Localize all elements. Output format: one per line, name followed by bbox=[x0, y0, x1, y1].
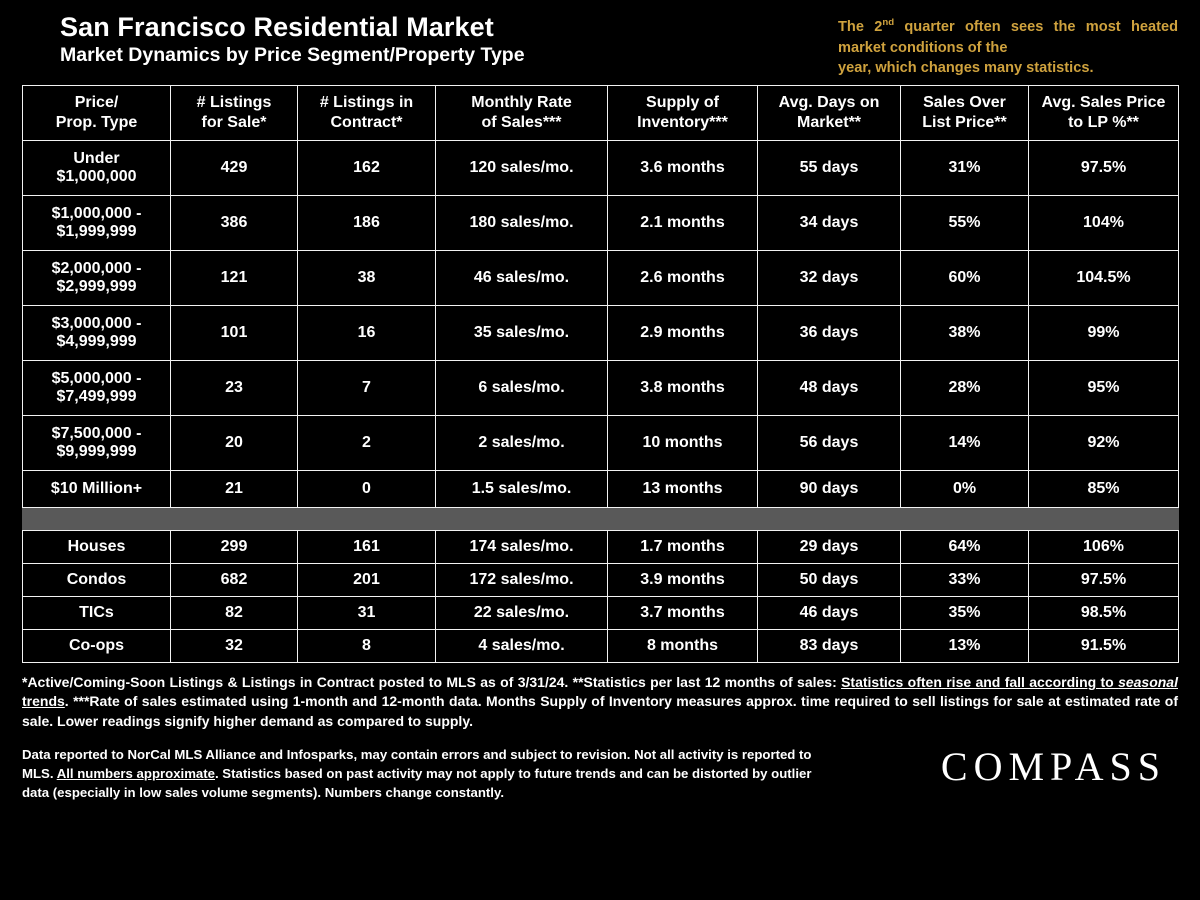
row-label bbox=[23, 471, 171, 508]
footnote-primary-b: . ***Rate of sales estimated using 1-month and 12-month data. Months Supply of Inventory measures approx. time required to sell listings for sale at estimated rate of sale. Lower readings signify higher demand as compared to supply. bbox=[22, 693, 1178, 729]
row-label-line-1: $1,000,000 - bbox=[51, 205, 142, 223]
footnote-primary-underline-italic: seasonal bbox=[1118, 674, 1178, 691]
table-row bbox=[23, 630, 1179, 663]
cell-sales-over-list-price: 55% bbox=[901, 196, 1029, 251]
cell-sales-over-list-price: 60% bbox=[901, 251, 1029, 306]
cell-supply-of-inventory: 1.7 months bbox=[608, 531, 758, 564]
cell-listings-for-sale: 682 bbox=[171, 564, 298, 597]
cell-listings-for-sale: 20 bbox=[171, 416, 298, 471]
header-line-1: # Listings in bbox=[319, 94, 414, 112]
cell-listings-for-sale: 386 bbox=[171, 196, 298, 251]
footnote-primary-underline-1: Statistics often rise and fall according to bbox=[841, 674, 1119, 691]
cell-listings-for-sale: 101 bbox=[171, 306, 298, 361]
header-line-2: Prop. Type bbox=[55, 114, 138, 132]
cell-avg-sales-price-to-lp: 97.5% bbox=[1029, 141, 1179, 196]
column-header-avg-sales-price-to-lp bbox=[1029, 86, 1179, 141]
page-title: San Francisco Residential Market bbox=[60, 12, 494, 42]
row-label-line-1: Condos bbox=[66, 571, 127, 589]
column-header-sales-over-list-price bbox=[901, 86, 1029, 141]
footnote-primary-underline-2: trends bbox=[22, 693, 65, 710]
column-header-listings-for-sale bbox=[171, 86, 298, 141]
cell-listings-in-contract: 8 bbox=[298, 630, 436, 663]
header-line-1: # Listings bbox=[196, 94, 272, 112]
cell-monthly-rate-of-sales: 120 sales/mo. bbox=[436, 141, 608, 196]
cell-listings-for-sale: 299 bbox=[171, 531, 298, 564]
column-header-listings-in-contract bbox=[298, 86, 436, 141]
footnote-secondary-b: . Statistics based on past activity may not apply to future trends and can be distorted by outlier data (especially in low sales volume segments). Numbers change constantly. bbox=[22, 765, 812, 800]
cell-listings-for-sale: 121 bbox=[171, 251, 298, 306]
row-label-line-1: $7,500,000 - bbox=[51, 425, 142, 443]
row-label-line-1: Co-ops bbox=[68, 637, 125, 655]
header-line-1: Avg. Days on bbox=[778, 94, 880, 112]
cell-avg-sales-price-to-lp: 98.5% bbox=[1029, 597, 1179, 630]
table-row bbox=[23, 251, 1179, 306]
cell-avg-sales-price-to-lp: 104.5% bbox=[1029, 251, 1179, 306]
row-label-line-2: $1,999,999 bbox=[56, 223, 137, 241]
cell-supply-of-inventory: 13 months bbox=[608, 471, 758, 508]
cell-supply-of-inventory: 8 months bbox=[608, 630, 758, 663]
cell-sales-over-list-price: 38% bbox=[901, 306, 1029, 361]
row-label-line-1: $5,000,000 - bbox=[51, 370, 142, 388]
cell-supply-of-inventory: 3.9 months bbox=[608, 564, 758, 597]
cell-listings-in-contract: 161 bbox=[298, 531, 436, 564]
row-label-line-1: $2,000,000 - bbox=[51, 260, 142, 278]
cell-listings-in-contract: 7 bbox=[298, 361, 436, 416]
table-row bbox=[23, 306, 1179, 361]
cell-sales-over-list-price: 13% bbox=[901, 630, 1029, 663]
table-row bbox=[23, 416, 1179, 471]
row-label bbox=[23, 361, 171, 416]
cell-avg-sales-price-to-lp: 95% bbox=[1029, 361, 1179, 416]
cell-supply-of-inventory: 3.6 months bbox=[608, 141, 758, 196]
table-row bbox=[23, 597, 1179, 630]
table-row bbox=[23, 196, 1179, 251]
table-header-row bbox=[23, 86, 1179, 141]
header-note-superscript: nd bbox=[882, 17, 895, 28]
cell-listings-in-contract: 38 bbox=[298, 251, 436, 306]
header-note-part3: year, which changes many statistics. bbox=[838, 60, 1094, 77]
cell-listings-in-contract: 162 bbox=[298, 141, 436, 196]
cell-avg-days-on-market: 55 days bbox=[758, 141, 901, 196]
cell-sales-over-list-price: 0% bbox=[901, 471, 1029, 508]
table-row bbox=[23, 564, 1179, 597]
column-header-price-prop-type bbox=[23, 86, 171, 141]
cell-listings-for-sale: 32 bbox=[171, 630, 298, 663]
cell-sales-over-list-price: 64% bbox=[901, 531, 1029, 564]
header bbox=[0, 0, 1200, 85]
cell-avg-sales-price-to-lp: 85% bbox=[1029, 471, 1179, 508]
header-line-1: Sales Over bbox=[923, 94, 1006, 112]
row-label bbox=[23, 597, 171, 630]
row-label bbox=[23, 251, 171, 306]
cell-avg-days-on-market: 46 days bbox=[758, 597, 901, 630]
header-line-2: Contract* bbox=[330, 114, 403, 132]
cell-monthly-rate-of-sales: 22 sales/mo. bbox=[436, 597, 608, 630]
cell-monthly-rate-of-sales: 174 sales/mo. bbox=[436, 531, 608, 564]
cell-avg-days-on-market: 90 days bbox=[758, 471, 901, 508]
header-line-2: of Sales*** bbox=[481, 114, 562, 132]
cell-avg-sales-price-to-lp: 91.5% bbox=[1029, 630, 1179, 663]
footnote-secondary-a: Data reported to NorCal MLS Alliance and Infosparks, may contain errors and subject to revision. Not all activity is reported to MLS. bbox=[22, 746, 812, 781]
header-line-1: Monthly Rate bbox=[471, 94, 572, 112]
header-line-2: Market** bbox=[796, 114, 862, 132]
cell-avg-sales-price-to-lp: 99% bbox=[1029, 306, 1179, 361]
page-subtitle: Market Dynamics by Price Segment/Property Type bbox=[60, 44, 525, 67]
row-label bbox=[23, 196, 171, 251]
row-label-line-1: Houses bbox=[67, 538, 126, 556]
row-label-line-2: $7,499,999 bbox=[56, 388, 137, 406]
cell-sales-over-list-price: 33% bbox=[901, 564, 1029, 597]
row-label-line-1: TICs bbox=[79, 604, 114, 622]
row-label-line-2: $1,000,000 bbox=[56, 168, 137, 186]
table-row bbox=[23, 141, 1179, 196]
column-header-avg-days-on-market bbox=[758, 86, 901, 141]
row-label-line-1: Under bbox=[73, 150, 120, 168]
column-header-monthly-rate-of-sales bbox=[436, 86, 608, 141]
cell-monthly-rate-of-sales: 4 sales/mo. bbox=[436, 630, 608, 663]
cell-listings-for-sale: 21 bbox=[171, 471, 298, 508]
market-dynamics-table bbox=[22, 85, 1179, 663]
cell-monthly-rate-of-sales: 35 sales/mo. bbox=[436, 306, 608, 361]
row-label bbox=[23, 306, 171, 361]
row-label-line-2: $2,999,999 bbox=[56, 278, 137, 296]
cell-monthly-rate-of-sales: 6 sales/mo. bbox=[436, 361, 608, 416]
cell-supply-of-inventory: 2.9 months bbox=[608, 306, 758, 361]
row-label-line-2: $4,999,999 bbox=[56, 333, 137, 351]
footnote-secondary-underline: All numbers approximate bbox=[56, 765, 215, 781]
cell-sales-over-list-price: 35% bbox=[901, 597, 1029, 630]
section-divider bbox=[23, 508, 1179, 531]
row-label bbox=[23, 564, 171, 597]
cell-avg-days-on-market: 50 days bbox=[758, 564, 901, 597]
compass-logo: COMPASS bbox=[940, 743, 1166, 789]
title-block bbox=[22, 12, 525, 68]
table-row bbox=[23, 361, 1179, 416]
cell-monthly-rate-of-sales: 46 sales/mo. bbox=[436, 251, 608, 306]
cell-listings-for-sale: 82 bbox=[171, 597, 298, 630]
cell-avg-days-on-market: 32 days bbox=[758, 251, 901, 306]
cell-avg-days-on-market: 36 days bbox=[758, 306, 901, 361]
cell-listings-for-sale: 429 bbox=[171, 141, 298, 196]
row-label-line-1: $10 Million+ bbox=[50, 480, 143, 498]
header-line-1: Supply of bbox=[646, 94, 719, 112]
cell-avg-sales-price-to-lp: 92% bbox=[1029, 416, 1179, 471]
header-line-1: Avg. Sales Price bbox=[1041, 94, 1166, 112]
cell-monthly-rate-of-sales: 172 sales/mo. bbox=[436, 564, 608, 597]
cell-supply-of-inventory: 2.1 months bbox=[608, 196, 758, 251]
cell-listings-for-sale: 23 bbox=[171, 361, 298, 416]
cell-monthly-rate-of-sales: 2 sales/mo. bbox=[436, 416, 608, 471]
cell-sales-over-list-price: 31% bbox=[901, 141, 1029, 196]
cell-avg-days-on-market: 48 days bbox=[758, 361, 901, 416]
cell-avg-days-on-market: 56 days bbox=[758, 416, 901, 471]
cell-listings-in-contract: 201 bbox=[298, 564, 436, 597]
cell-avg-days-on-market: 34 days bbox=[758, 196, 901, 251]
cell-sales-over-list-price: 28% bbox=[901, 361, 1029, 416]
header-line-2: Inventory*** bbox=[637, 114, 728, 132]
row-label bbox=[23, 416, 171, 471]
cell-avg-sales-price-to-lp: 106% bbox=[1029, 531, 1179, 564]
cell-supply-of-inventory: 10 months bbox=[608, 416, 758, 471]
cell-avg-days-on-market: 83 days bbox=[758, 630, 901, 663]
row-label bbox=[23, 141, 171, 196]
header-line-2: for Sale* bbox=[201, 114, 267, 132]
header-line-2: List Price** bbox=[922, 114, 1007, 132]
header-note bbox=[838, 12, 1178, 79]
row-label bbox=[23, 630, 171, 663]
row-label-line-1: $3,000,000 - bbox=[51, 315, 142, 333]
footnotes bbox=[0, 663, 1200, 731]
cell-avg-sales-price-to-lp: 97.5% bbox=[1029, 564, 1179, 597]
cell-listings-in-contract: 0 bbox=[298, 471, 436, 508]
cell-sales-over-list-price: 14% bbox=[901, 416, 1029, 471]
header-line-1: Price/ bbox=[74, 94, 119, 112]
section-divider-row bbox=[23, 508, 1179, 531]
header-line-2: to LP %** bbox=[1068, 114, 1139, 132]
cell-listings-in-contract: 186 bbox=[298, 196, 436, 251]
cell-monthly-rate-of-sales: 1.5 sales/mo. bbox=[436, 471, 608, 508]
header-note-part2: quarter often sees the most heated market conditions of the bbox=[838, 18, 1178, 56]
cell-avg-days-on-market: 29 days bbox=[758, 531, 901, 564]
cell-supply-of-inventory: 3.8 months bbox=[608, 361, 758, 416]
cell-listings-in-contract: 2 bbox=[298, 416, 436, 471]
cell-listings-in-contract: 16 bbox=[298, 306, 436, 361]
cell-supply-of-inventory: 3.7 months bbox=[608, 597, 758, 630]
cell-listings-in-contract: 31 bbox=[298, 597, 436, 630]
cell-supply-of-inventory: 2.6 months bbox=[608, 251, 758, 306]
header-note-part1: The 2 bbox=[838, 18, 883, 35]
bottom-row bbox=[0, 731, 1200, 802]
cell-monthly-rate-of-sales: 180 sales/mo. bbox=[436, 196, 608, 251]
column-header-supply-of-inventory bbox=[608, 86, 758, 141]
table-row bbox=[23, 531, 1179, 564]
footnote-primary bbox=[22, 673, 1178, 731]
table-row bbox=[23, 471, 1179, 508]
footnote-primary-a: *Active/Coming-Soon Listings & Listings in Contract posted to MLS as of 3/31/24. **Statistics per last 12 months of sales: bbox=[22, 674, 842, 691]
row-label-line-2: $9,999,999 bbox=[56, 443, 137, 461]
row-label bbox=[23, 531, 171, 564]
footnote-secondary bbox=[22, 745, 822, 802]
market-table-wrap bbox=[0, 85, 1200, 663]
cell-avg-sales-price-to-lp: 104% bbox=[1029, 196, 1179, 251]
